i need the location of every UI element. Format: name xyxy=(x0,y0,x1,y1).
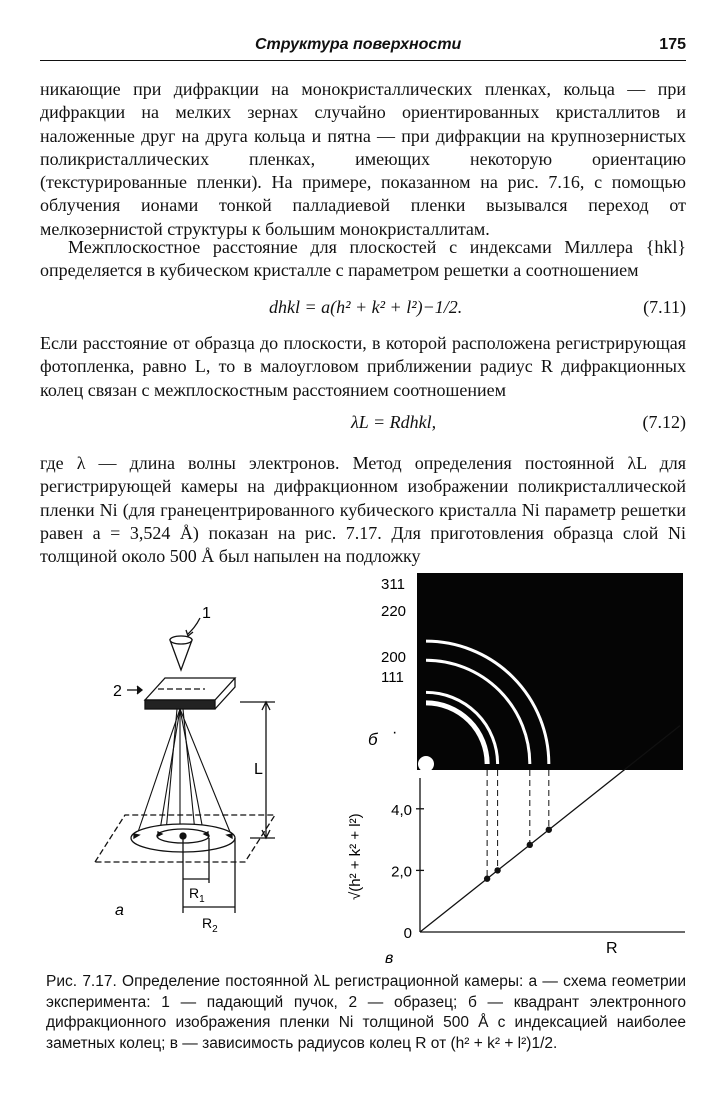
ring-label: 311 xyxy=(381,576,405,593)
y-tick-label: 0 xyxy=(403,925,412,942)
label-sample: 2 xyxy=(113,683,122,700)
equation-number: (7.12) xyxy=(642,412,686,432)
panel-label-b: б xyxy=(368,730,378,749)
panel-label-c: в xyxy=(385,950,394,967)
data-point xyxy=(484,876,490,882)
equation-7-11 xyxy=(40,297,686,323)
plot-xlabel: R xyxy=(606,940,618,957)
paragraph-1: никающие при дифракции на монокристаллических пленках, кольца — при дифракции на мелких зернах случайно ориентированных кристаллитов и наложенные друг на друга кольца и пятна — при дифракции на крупнозернистых поликристаллических пленках, имеющих некоторую ориентацию (текстурированные пленки). На примере, показанном на рис. 7.16, с помощью облучения ионами тонкой палладиевой пленки вызывался переход от мелкозернистой структуры к большим монокристаллитам. xyxy=(40,79,686,239)
ring-label: 200 xyxy=(381,649,407,666)
paragraph-3: Если расстояние от образца до плоскости, в которой расположена регистрирующая фотопленка, равно L, то в малоугловом приближении радиус R дифракционных колец связан с межплоскостным расстоянием соотношением xyxy=(40,333,686,400)
equation-formula: dhkl = a(h² + k² + l²)−1/2. xyxy=(269,297,463,317)
label-r1: $R_1$ xyxy=(189,885,205,905)
panel-label-a: а xyxy=(115,902,124,919)
ring-label: 220 xyxy=(381,603,407,620)
figure-7-17 xyxy=(40,570,700,970)
equation-7-12 xyxy=(40,412,686,438)
label-beam: 1 xyxy=(202,605,211,622)
equation-formula: λL = Rdhkl, xyxy=(351,412,437,432)
equation-number: (7.11) xyxy=(643,297,686,317)
page-number: 175 xyxy=(659,36,686,53)
plot-ylabel: √(h² + k² + l²) xyxy=(347,813,364,900)
data-point xyxy=(494,867,500,873)
paragraph-2: Межплоскостное расстояние для плоскостей с индексами Миллера {hkl} определяется в кубическом кристалле с параметром решетки a соотношением xyxy=(40,237,686,281)
page-header xyxy=(40,32,686,61)
running-title: Структура поверхности xyxy=(255,36,462,53)
diffraction-pattern xyxy=(417,573,683,772)
label-distance: L xyxy=(254,761,263,778)
schematic-panel xyxy=(95,618,275,913)
label-r2: $R_2$ xyxy=(202,915,218,935)
ring-labels xyxy=(381,576,406,686)
y-tick-label: 4,0 xyxy=(391,801,412,819)
ring-label: 111 xyxy=(381,669,404,686)
figure-caption: Рис. 7.17. Определение постоянной λL регистрационной камеры: а — схема геометрии эксперимента: 1 — падающий пучок, 2 — образец; б — квадрант электронного дифракционного изображения пленки Ni толщиной 500 Å с индексацией наиболее заметных колец; в — зависимость радиусов колец R от (h² + k² + l²)1/2. xyxy=(46,973,686,1052)
y-tick-label: 2,0 xyxy=(391,863,412,881)
data-point xyxy=(546,827,552,833)
data-point xyxy=(527,842,533,848)
paragraph-4: где λ — длина волны электронов. Метод определения постоянной λL для регистрирующей камеры на дифракционном изображении поликристаллической пленки Ni (для гранецентрированного кубического кристалла Ni параметр решетки равен a = 3,524 Å) показан на рис. 7.17. Для приготовления образца слой Ni толщиной около 500 Å был напылен на подложку xyxy=(40,453,686,567)
pattern-dot: · xyxy=(392,724,398,741)
